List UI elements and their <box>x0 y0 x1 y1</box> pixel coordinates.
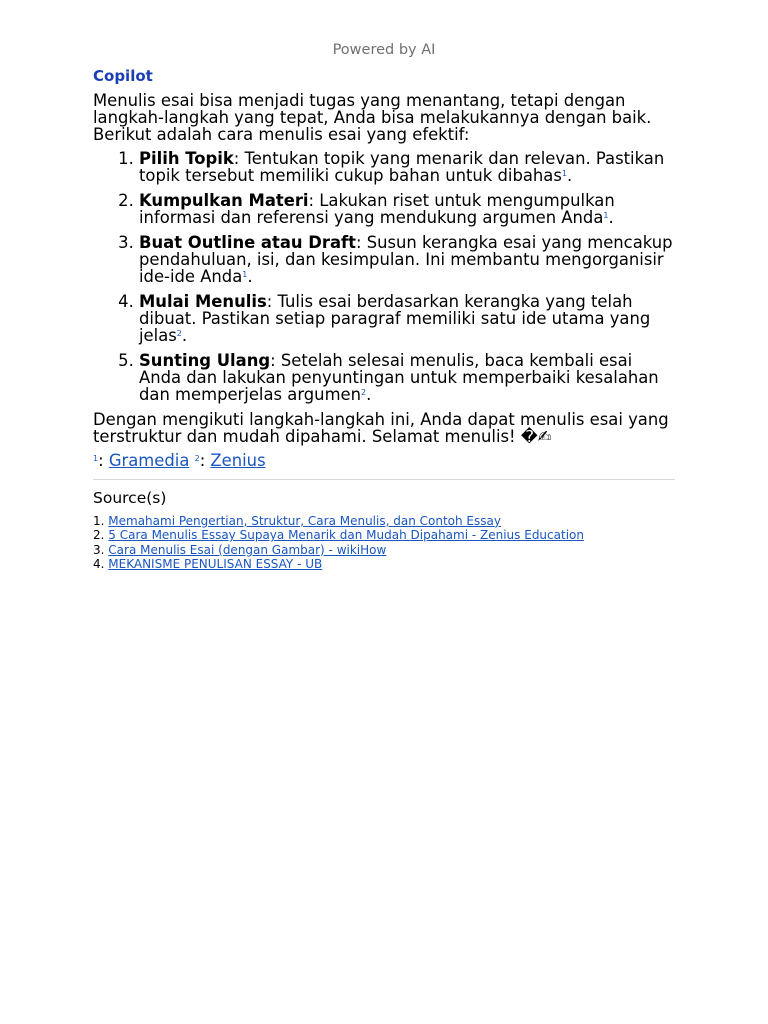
intro-paragraph: Menulis esai bisa menjadi tugas yang menantang, tetapi dengan langkah-langkah yang tepat, Anda bisa melakukannya dengan baik. Berikut adalah cara menulis esai yang efektif: <box>93 91 652 144</box>
step-title: Pilih Topik <box>139 149 234 169</box>
source-number: 1. <box>93 513 105 528</box>
step-title: Buat Outline atau Draft <box>139 233 356 253</box>
citation-marker[interactable]: 2 <box>176 328 182 338</box>
source-item <box>93 514 678 529</box>
step-text: : Setelah selesai menulis, baca kembali esai Anda dan lakukan penyuntingan untuk memperbaiki kesalahan dan memperjelas argumen <box>139 350 659 404</box>
source-item <box>93 543 678 558</box>
reference-links <box>93 453 678 470</box>
step-end: . <box>567 166 573 186</box>
reference-link-zenius[interactable]: Zenius <box>210 451 266 471</box>
source-link[interactable]: MEKANISME PENULISAN ESSAY - UB <box>108 557 323 572</box>
citation-marker[interactable]: 1 <box>603 211 609 221</box>
reference-number: 1 <box>93 454 99 464</box>
citation-marker[interactable]: 1 <box>561 169 567 179</box>
step-end: . <box>247 266 253 286</box>
answer-content <box>93 93 678 572</box>
step-text: : Susun kerangka esai yang mencakup pendahuluan, isi, dan kesimpulan. Ini membantu mengorganisir ide-ide Anda <box>139 233 673 286</box>
reference-number: 2 <box>194 454 200 464</box>
sources-heading: Source(s) <box>93 489 167 508</box>
step-title: Mulai Menulis <box>139 292 267 312</box>
copilot-brand: Copilot <box>93 67 153 85</box>
reference-link-gramedia[interactable]: Gramedia <box>108 451 190 471</box>
source-item <box>93 557 678 572</box>
sources-list <box>93 514 678 572</box>
outro-paragraph: Dengan mengikuti langkah-langkah ini, Anda dapat menulis esai yang terstruktur dan mudah dipahami. Selamat menulis! �✍ <box>93 409 669 446</box>
citation-marker[interactable]: 2 <box>361 387 367 397</box>
source-link[interactable]: Cara Menulis Esai (dengan Gambar) - wikiHow <box>108 542 387 557</box>
step-end: . <box>608 208 614 228</box>
divider <box>93 479 675 480</box>
step-text: : Lakukan riset untuk mengumpulkan informasi dan referensi yang mendukung argumen Anda <box>139 191 615 228</box>
step-item <box>139 294 678 344</box>
source-item <box>93 528 678 543</box>
reference-separator: : <box>98 451 109 471</box>
citation-marker[interactable]: 1 <box>242 270 248 280</box>
steps-list <box>93 151 678 403</box>
step-item <box>139 151 678 185</box>
step-text: : Tentukan topik yang menarik dan relevan. Pastikan topik tersebut memiliki cukup bahan untuk dibahas <box>139 149 665 186</box>
step-end: . <box>366 384 372 404</box>
step-text: : Tulis esai berdasarkan kerangka yang telah dibuat. Pastikan setiap paragraf memiliki satu ide utama yang jelas <box>139 292 651 345</box>
step-title: Kumpulkan Materi <box>139 191 309 211</box>
powered-by-label: Powered by AI <box>332 42 436 58</box>
step-item <box>139 193 678 227</box>
step-title: Sunting Ulang <box>139 350 271 370</box>
source-number: 2. <box>93 528 105 543</box>
step-end: . <box>181 325 188 345</box>
step-item <box>139 235 678 285</box>
source-link[interactable]: 5 Cara Menulis Essay Supaya Menarik dan Mudah Dipahami - Zenius Education <box>108 528 584 543</box>
source-number: 3. <box>93 542 105 557</box>
source-number: 4. <box>93 557 105 572</box>
step-item <box>139 350 678 404</box>
source-link[interactable]: Memahami Pengertian, Struktur, Cara Menulis, dan Contoh Essay <box>108 513 501 528</box>
reference-separator: : <box>199 451 211 471</box>
